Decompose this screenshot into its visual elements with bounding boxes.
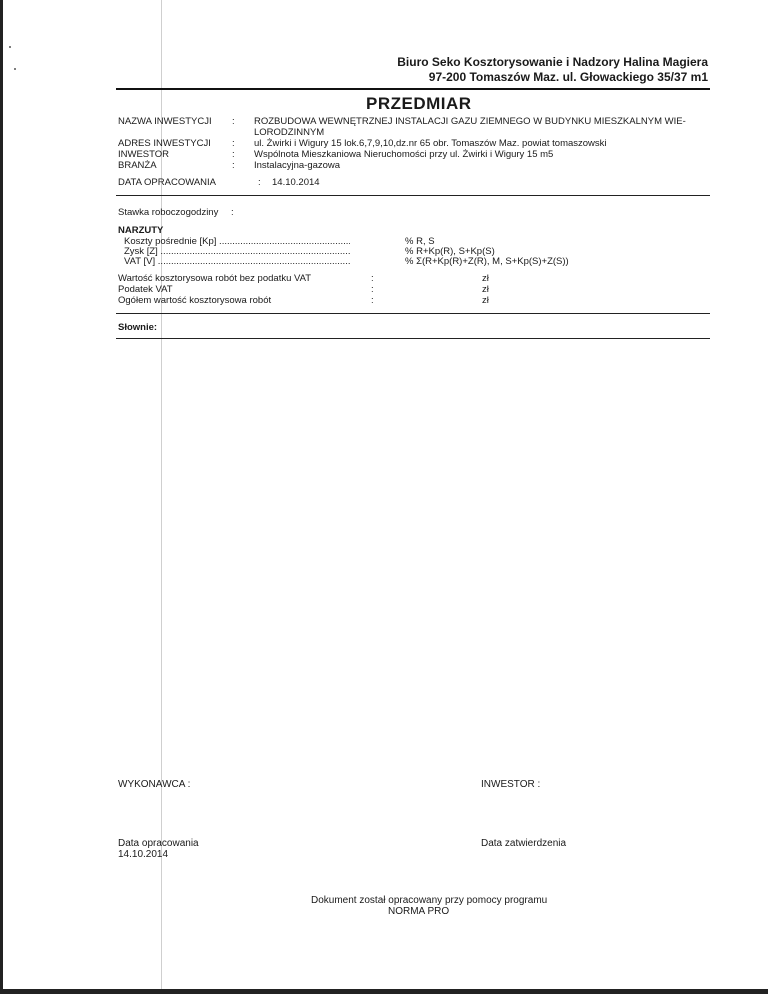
currency-unit: zł (482, 284, 489, 295)
colon: : (371, 273, 374, 284)
markups-heading: NARZUTY (118, 225, 164, 236)
footer-note: Dokument został opracowany przy pomocy programu (311, 895, 548, 906)
investment-address-value: ul. Żwirki i Wigury 15 lok.6,7,9,10,dz.nr 65 obr. Tomaszów Maz. powiat tomaszowski (254, 138, 607, 149)
prepared-date-label: Data opracowania (118, 838, 199, 849)
investor-value: Wspólnota Mieszkaniowa Nieruchomości przy ul. Żwirki i Wigury 15 m5 (254, 149, 554, 160)
investor-signature-label: INWESTOR : (481, 779, 541, 790)
colon: : (232, 160, 235, 171)
colon: : (232, 116, 235, 127)
colon: : (371, 284, 374, 295)
in-words-divider (116, 338, 710, 339)
date-value: 14.10.2014 (272, 177, 320, 188)
header-divider (116, 88, 710, 90)
colon: : (232, 149, 235, 160)
investment-name-value: ROZBUDOWA WEWNĘTRZNEJ INSTALACJI GAZU ZIEMNEGO W BUDYNKU MIESZKALNYM WIE- (254, 116, 686, 127)
document-title: PRZEDMIAR (366, 94, 472, 113)
hourly-rate-label: Stawka roboczogodziny (118, 207, 219, 218)
currency-unit: zł (482, 295, 489, 306)
prepared-date-value: 14.10.2014 (118, 849, 169, 860)
markup-item-value: % R, S (405, 236, 435, 247)
markup-item-label: Zysk [Z] ..... (124, 246, 350, 257)
vat-tax-label: Podatek VAT (118, 284, 173, 295)
colon: : (371, 295, 374, 306)
footer-program: NORMA PRO (388, 906, 450, 917)
scan-bottom-edge (0, 989, 768, 994)
date-label: DATA OPRACOWANIA (118, 177, 217, 188)
currency-unit: zł (482, 273, 489, 284)
total-net-label: Wartość kosztorysowa robót bez podatku VAT (118, 273, 312, 284)
markup-item-label: VAT [V] ..... (124, 256, 350, 267)
colon: : (232, 138, 235, 149)
colon: : (258, 177, 261, 188)
total-gross-label: Ogółem wartość kosztorysowa robót (118, 295, 272, 306)
markup-item-label: Koszty pośrednie [Kp] ..... (124, 236, 350, 247)
branch-value: Instalacyjna-gazowa (254, 160, 341, 171)
investment-address-label: ADRES INWESTYCJI (118, 138, 211, 149)
markup-item-value: % R+Kp(R), S+Kp(S) (405, 246, 495, 257)
company-address: 97-200 Tomaszów Maz. ul. Głowackiego 35/37 m1 (428, 70, 708, 84)
totals-divider (116, 313, 710, 314)
investment-name-value-cont: LORODZINNYM (254, 127, 325, 138)
fields-divider (116, 195, 710, 196)
in-words-label: Słownie: (118, 322, 158, 333)
investor-label: INWESTOR (118, 149, 170, 160)
company-name: Biuro Seko Kosztorysowanie i Nadzory Halina Magiera (397, 55, 708, 69)
approval-date-label: Data zatwierdzenia (481, 838, 567, 849)
scan-left-edge (0, 0, 3, 994)
scan-speck (14, 68, 16, 70)
investment-name-label: NAZWA INWESTYCJI (118, 116, 212, 127)
branch-label: BRANŻA (118, 160, 157, 171)
scan-speck (9, 46, 11, 48)
contractor-label: WYKONAWCA : (118, 779, 191, 790)
markup-item-value: % Σ(R+Kp(R)+Z(R), M, S+Kp(S)+Z(S)) (405, 256, 569, 267)
colon: : (231, 207, 234, 218)
